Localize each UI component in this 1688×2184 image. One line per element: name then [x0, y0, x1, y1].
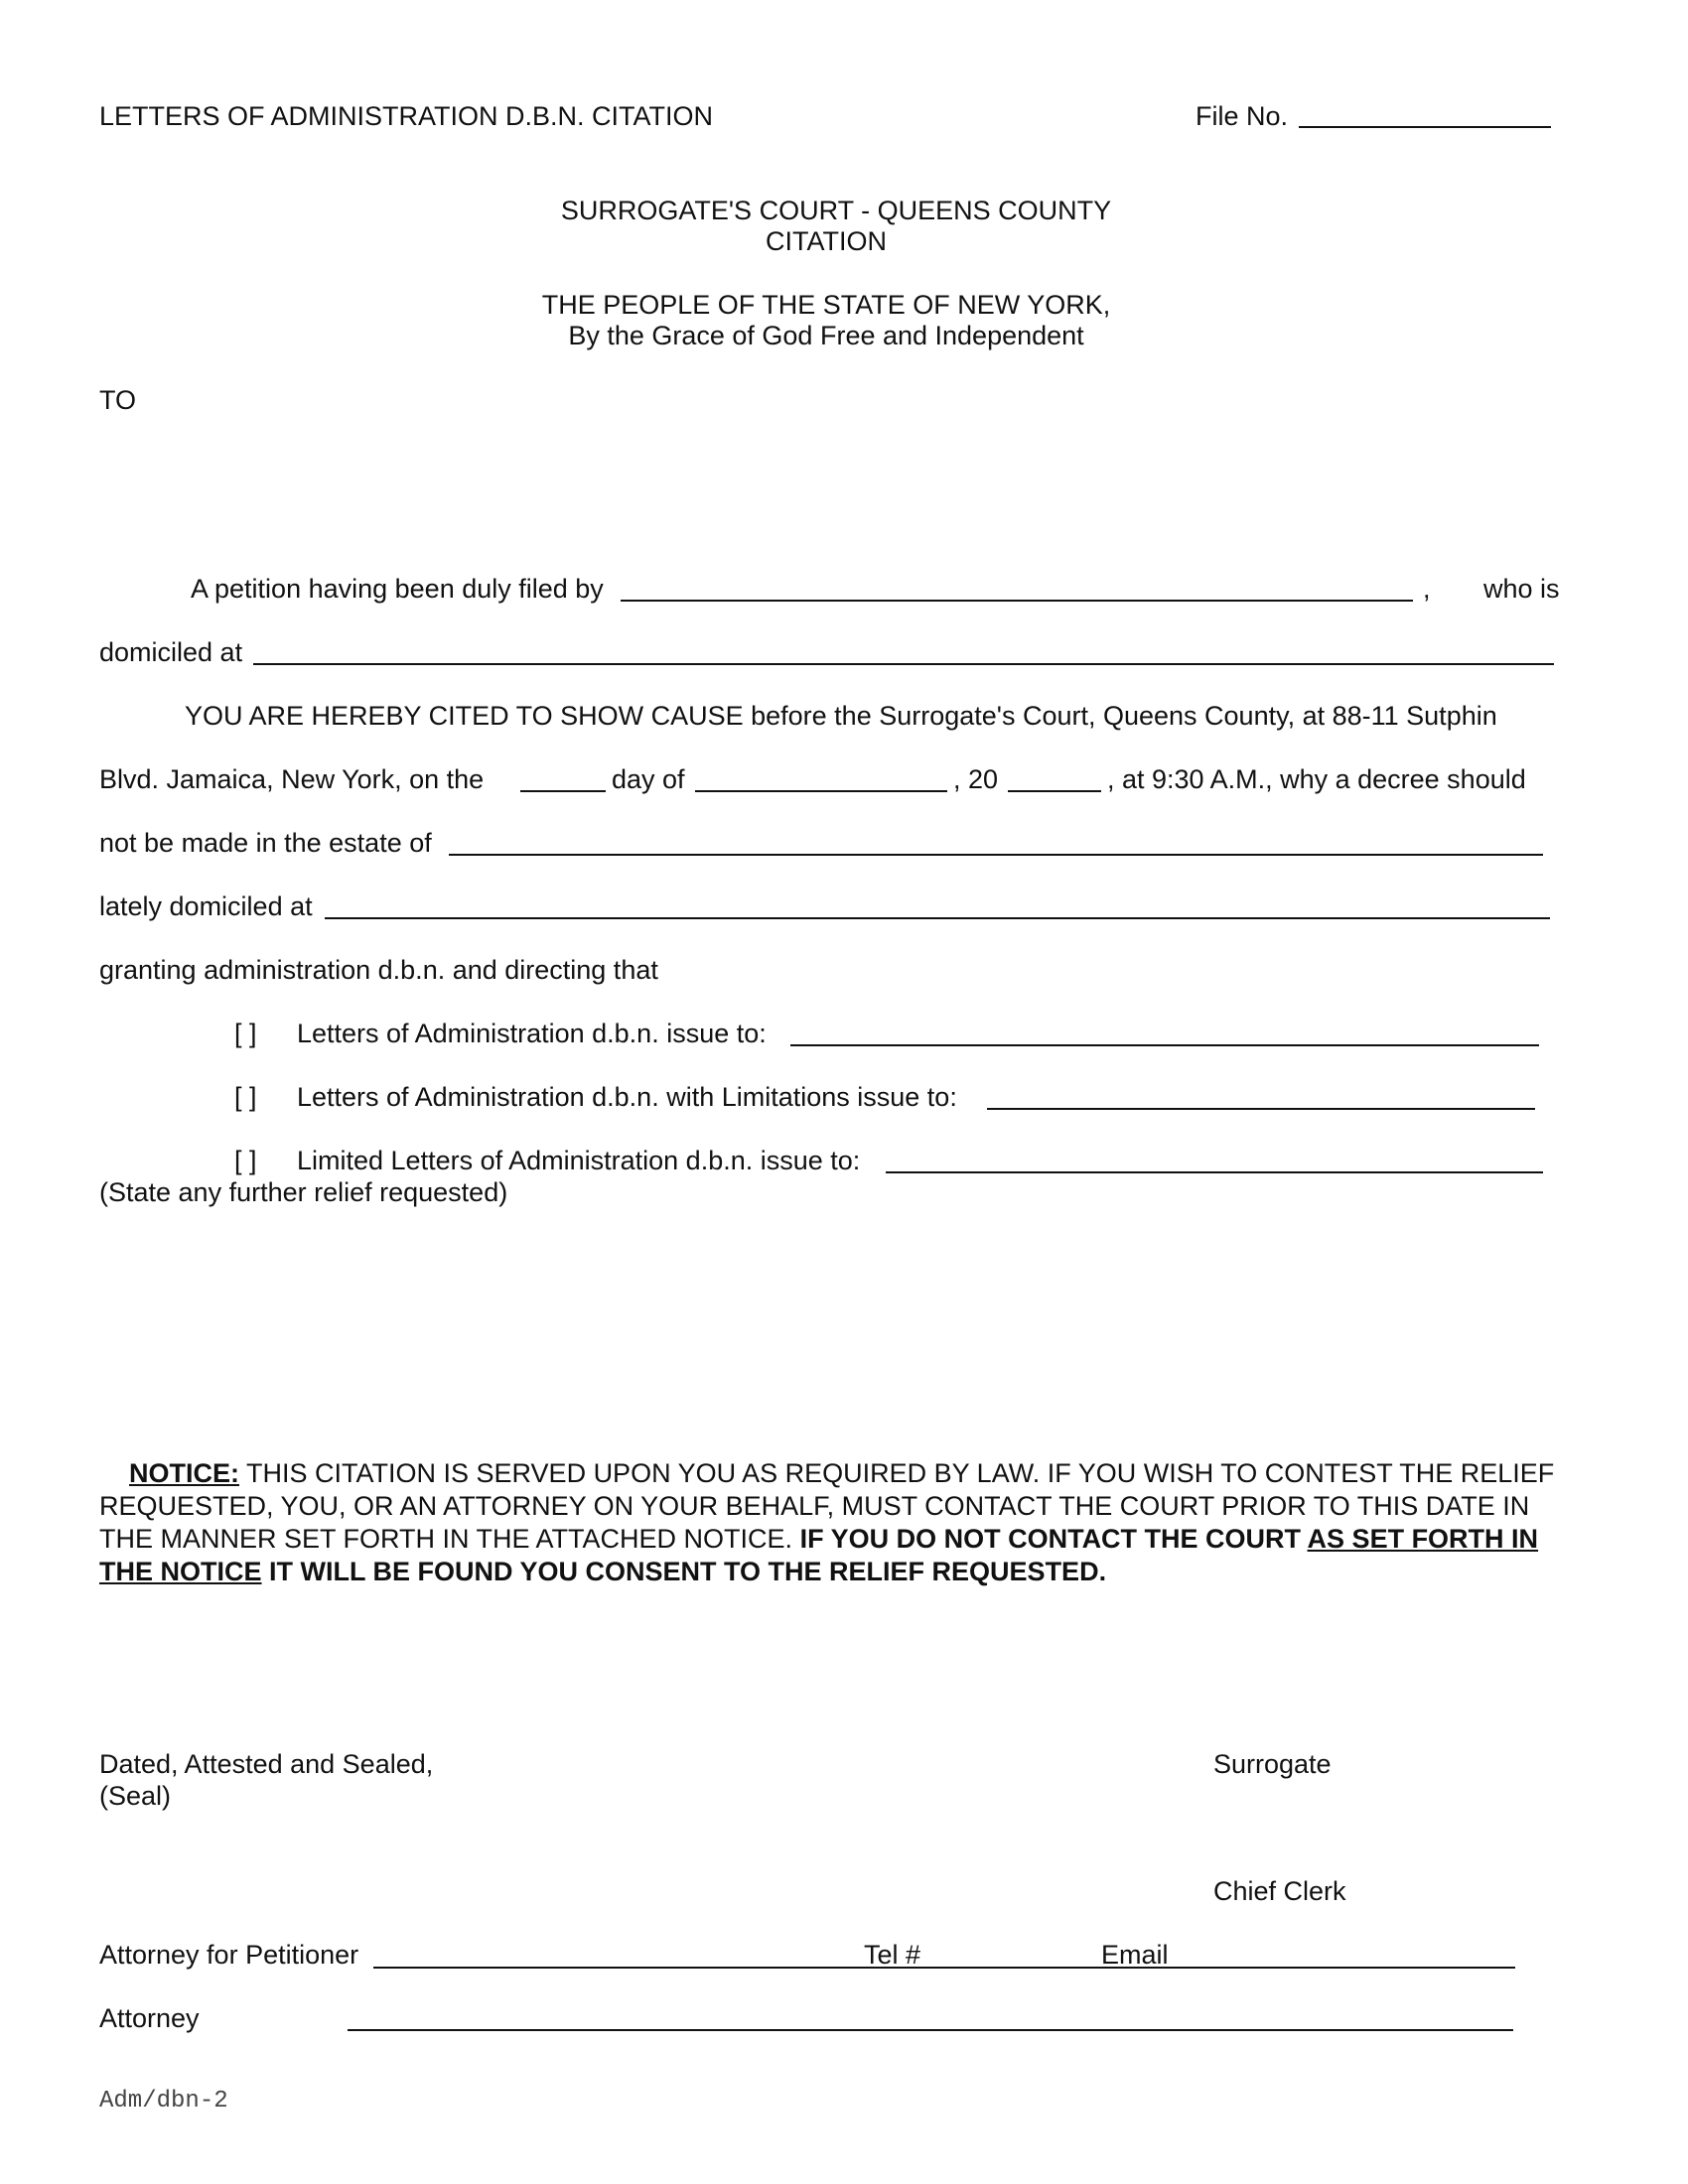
attorney-label: Attorney: [99, 2003, 200, 2033]
who-is-label: who is: [1483, 574, 1560, 604]
court-name: SURROGATE'S COURT - QUEENS COUNTY: [560, 196, 1112, 225]
cited-line: YOU ARE HEREBY CITED TO SHOW CAUSE before the Surrogate's Court, Queens County, at 88-11 Sutphin: [185, 701, 1497, 731]
file-no-field[interactable]: [1299, 126, 1551, 128]
notice-bold-1: IF YOU DO NOT CONTACT THE COURT: [799, 1524, 1308, 1554]
option-2-label: Letters of Administration d.b.n. with Limitations issue to:: [297, 1082, 957, 1112]
form-title: LETTERS OF ADMINISTRATION D.B.N. CITATION: [99, 101, 714, 131]
blvd-line: Blvd. Jamaica, New York, on the: [99, 764, 485, 794]
petitioner-field[interactable]: [621, 600, 1413, 602]
lately-domiciled-label: lately domiciled at: [99, 891, 313, 921]
estate-label: not be made in the estate of: [99, 828, 432, 858]
option-1-field[interactable]: [790, 1044, 1539, 1046]
estate-field[interactable]: [449, 854, 1543, 856]
day-field[interactable]: [520, 790, 606, 792]
attorney-for-petitioner-field[interactable]: [373, 1967, 1515, 1969]
seal-label: (Seal): [99, 1781, 172, 1811]
notice-text: THIS CITATION IS SERVED UPON YOU AS REQUIRED BY LAW. IF YOU WISH TO CONTEST THE RELIEF REQUESTED, YOU, OR AN ATTORNEY ON YOUR BEHALF, MUST CONTACT THE COURT PRIOR TO THIS DATE IN THE MANNER SET FORTH IN THE ATTACHED NOTICE.: [99, 1458, 1555, 1554]
option-1-label: Letters of Administration d.b.n. issue to:: [297, 1019, 767, 1048]
surrogate-label: Surrogate: [1213, 1749, 1332, 1779]
email-label: Email: [1101, 1940, 1169, 1970]
petition-prefix: A petition having been duly filed by: [191, 574, 604, 604]
option-3-checkbox[interactable]: [ ]: [234, 1146, 257, 1175]
citation-heading: CITATION: [766, 226, 887, 256]
year-prefix: , 20: [953, 764, 999, 794]
option-2-field[interactable]: [987, 1108, 1535, 1110]
month-field[interactable]: [695, 790, 947, 792]
option-1-checkbox[interactable]: [ ]: [234, 1019, 257, 1048]
option-3-field[interactable]: [886, 1171, 1543, 1173]
attorney-field[interactable]: [348, 2029, 1513, 2031]
lately-domiciled-field[interactable]: [325, 917, 1550, 919]
dated-label: Dated, Attested and Sealed,: [99, 1749, 434, 1779]
people-line: THE PEOPLE OF THE STATE OF NEW YORK,: [541, 290, 1111, 320]
domicile-field[interactable]: [253, 663, 1554, 665]
day-of-label: day of: [612, 764, 685, 794]
time-suffix: , at 9:30 A.M., why a decree should: [1107, 764, 1526, 794]
file-no-label: File No.: [1196, 101, 1289, 131]
year-field[interactable]: [1008, 790, 1101, 792]
notice-bold-underlined: AS SET FORTH IN THE NOTICE: [99, 1524, 1539, 1586]
to-label: TO: [99, 385, 137, 415]
notice-bold-2: IT WILL BE FOUND YOU CONSENT TO THE RELIEF REQUESTED.: [261, 1557, 1107, 1586]
attorney-for-petitioner-label: Attorney for Petitioner: [99, 1940, 359, 1970]
option-2-checkbox[interactable]: [ ]: [234, 1082, 257, 1112]
domiciled-label: domiciled at: [99, 637, 243, 667]
grace-line: By the Grace of God Free and Independent: [568, 321, 1084, 350]
option-3-label: Limited Letters of Administration d.b.n. issue to:: [297, 1146, 861, 1175]
chief-clerk-label: Chief Clerk: [1213, 1876, 1346, 1906]
form-code: Adm/dbn-2: [99, 2088, 228, 2115]
further-relief: (State any further relief requested): [99, 1177, 508, 1207]
granting-line: granting administration d.b.n. and directing that: [99, 955, 658, 985]
notice-paragraph: [99, 1457, 1589, 1588]
notice-label: NOTICE:: [129, 1458, 239, 1488]
tel-label: Tel #: [864, 1940, 921, 1970]
petition-comma: ,: [1423, 574, 1431, 604]
